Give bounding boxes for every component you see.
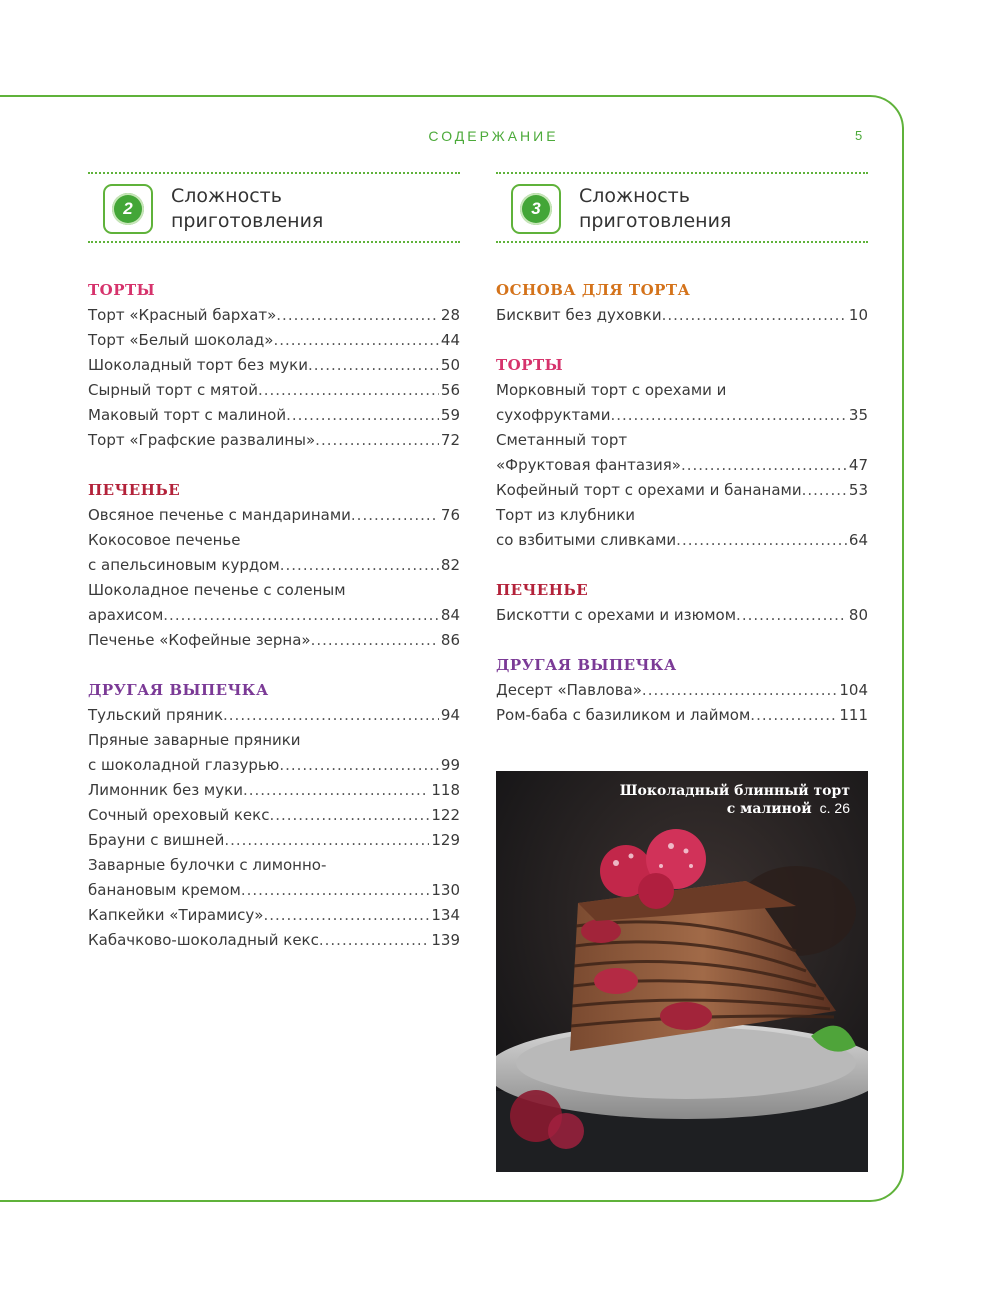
dot-leader: [319, 928, 429, 953]
dot-leader: [610, 403, 846, 428]
entry-title: Тульский пряник: [88, 706, 224, 724]
entry-title: Бисквит без духовки: [496, 306, 662, 324]
entry-title: Сырный торт с мятой: [88, 381, 258, 399]
toc-section: [88, 478, 460, 653]
toc-entry[interactable]: [88, 603, 460, 628]
section-heading: ТОРТЫ: [88, 281, 156, 299]
toc-entry[interactable]: [88, 503, 460, 528]
entry-page: 76: [440, 506, 460, 524]
divider-top: [88, 172, 460, 174]
dot-leader: [642, 678, 837, 703]
divider-bottom: [496, 241, 868, 243]
difficulty-level-icon: 2: [112, 193, 144, 225]
toc-entry[interactable]: [88, 628, 460, 653]
toc-entry[interactable]: [88, 528, 460, 553]
toc-entry[interactable]: [88, 803, 460, 828]
toc-entry[interactable]: [88, 728, 460, 753]
toc-entry[interactable]: [496, 503, 868, 528]
entry-page: 59: [440, 406, 460, 424]
entry-title: Торт из клубники: [496, 506, 635, 524]
toc-entry[interactable]: [88, 428, 460, 453]
dot-leader: [662, 303, 847, 328]
entry-page: 122: [431, 806, 460, 824]
entry-title: Шоколадный торт без муки: [88, 356, 308, 374]
dot-leader: [311, 628, 439, 653]
entry-title: Маковый торт с малиной: [88, 406, 287, 424]
entry-page: 80: [848, 606, 868, 624]
toc-entry[interactable]: [496, 528, 868, 553]
toc-entry[interactable]: [496, 453, 868, 478]
entry-page: 35: [848, 406, 868, 424]
entry-title: Торт «Белый шоколад»: [88, 331, 274, 349]
entry-page: 86: [440, 631, 460, 649]
entry-title: Бискотти с орехами и изюмом: [496, 606, 737, 624]
toc-entry[interactable]: [496, 403, 868, 428]
toc-entry[interactable]: [88, 828, 460, 853]
entry-page: 72: [440, 431, 460, 449]
entry-page: 56: [440, 381, 460, 399]
entry-title: арахисом: [88, 606, 164, 624]
toc-entry[interactable]: [88, 403, 460, 428]
toc-entry[interactable]: [496, 678, 868, 703]
entry-page: 130: [431, 881, 460, 899]
entry-title: Овсяное печенье с мандаринами: [88, 506, 351, 524]
entry-title: Кофейный торт с орехами и бананами: [496, 481, 802, 499]
toc-entry[interactable]: [496, 703, 868, 728]
entry-page: 104: [839, 681, 868, 699]
toc-section: [88, 678, 460, 953]
difficulty-level-icon: 3: [520, 193, 552, 225]
section-heading: ТОРТЫ: [496, 356, 564, 374]
toc-section: [496, 353, 868, 553]
entry-title: Брауни с вишней: [88, 831, 225, 849]
dot-leader: [736, 603, 847, 628]
dot-leader: [681, 453, 847, 478]
entry-page: 99: [440, 756, 460, 774]
entry-title: сухофруктами: [496, 406, 611, 424]
entry-title: Пряные заварные пряники: [88, 731, 301, 749]
entry-title: Капкейки «Тирамису»: [88, 906, 264, 924]
cake-photo: [496, 771, 868, 1172]
toc-entry[interactable]: [88, 778, 460, 803]
dot-leader: [276, 303, 439, 328]
entry-title: Шоколадное печенье с соленым: [88, 581, 346, 599]
entry-title: Кокосовое печенье: [88, 531, 241, 549]
entry-page: 44: [440, 331, 460, 349]
entry-title: Морковный торт с орехами и: [496, 381, 727, 399]
entry-title: Кабачково-шоколадный кекс: [88, 931, 319, 949]
entry-title: Десерт «Павлова»: [496, 681, 642, 699]
difficulty-badge: [103, 184, 153, 234]
difficulty-title: Сложность приготовления: [579, 185, 732, 232]
dot-leader: [308, 353, 439, 378]
entry-page: 94: [440, 706, 460, 724]
page-number: 5: [855, 128, 863, 143]
toc-entry[interactable]: [88, 578, 460, 603]
dot-leader: [280, 553, 439, 578]
dot-leader: [279, 753, 439, 778]
entry-title: банановым кремом: [88, 881, 241, 899]
entry-title: с шоколадной глазурью: [88, 756, 280, 774]
entry-title: «Фруктовая фантазия»: [496, 456, 681, 474]
toc-entry[interactable]: [496, 478, 868, 503]
toc-entry[interactable]: [88, 328, 460, 353]
entry-title: Торт «Красный бархат»: [88, 306, 277, 324]
entry-page: 82: [440, 556, 460, 574]
toc-entry[interactable]: [496, 303, 868, 328]
toc-entry[interactable]: [88, 903, 460, 928]
entry-page: 111: [839, 706, 868, 724]
entry-page: 28: [440, 306, 460, 324]
section-heading: ПЕЧЕНЬЕ: [496, 581, 589, 599]
entry-title: Печенье «Кофейные зерна»: [88, 631, 311, 649]
toc-entry[interactable]: [88, 303, 460, 328]
entry-page: 139: [431, 931, 460, 949]
entry-page: 64: [848, 531, 868, 549]
photo-caption: Шоколадный блинный торт с малиной с. 26: [619, 783, 850, 817]
toc-entry[interactable]: [496, 603, 868, 628]
dot-leader: [676, 528, 847, 553]
toc-section: [88, 278, 460, 453]
entry-title: Заварные булочки с лимонно-: [88, 856, 327, 874]
dot-leader: [163, 603, 439, 628]
section-heading: ОСНОВА ДЛЯ ТОРТА: [496, 281, 691, 299]
page-header: СОДЕРЖАНИЕ: [428, 128, 559, 144]
entry-title: со взбитыми сливками: [496, 531, 677, 549]
section-heading: ДРУГАЯ ВЫПЕЧКА: [496, 656, 677, 674]
caption-page: с. 26: [819, 800, 850, 816]
difficulty-title: Сложность приготовления: [171, 185, 324, 232]
toc-entry[interactable]: [88, 553, 460, 578]
dot-leader: [241, 878, 430, 903]
entry-page: 134: [431, 906, 460, 924]
section-heading: ПЕЧЕНЬЕ: [88, 481, 181, 499]
entry-page: 50: [440, 356, 460, 374]
entry-title: Лимонник без муки: [88, 781, 243, 799]
cake-illustration: [496, 771, 868, 1172]
entry-title: Торт «Графские развалины»: [88, 431, 316, 449]
toc-entry[interactable]: [88, 878, 460, 903]
dot-leader: [224, 828, 429, 853]
toc-section: [496, 578, 868, 628]
entry-page: 118: [431, 781, 460, 799]
entry-title: Сочный ореховый кекс: [88, 806, 270, 824]
dot-leader: [315, 428, 439, 453]
entry-title: Ром-баба с базиликом и лаймом: [496, 706, 751, 724]
toc-entry[interactable]: [88, 703, 460, 728]
dot-leader: [750, 703, 837, 728]
section-heading: ДРУГАЯ ВЫПЕЧКА: [88, 681, 269, 699]
entry-page: 84: [440, 606, 460, 624]
dot-leader: [263, 903, 429, 928]
entry-title: с апельсиновым курдом: [88, 556, 280, 574]
dot-leader: [223, 703, 439, 728]
toc-entry[interactable]: [88, 378, 460, 403]
entry-page: 47: [848, 456, 868, 474]
dot-leader: [351, 503, 439, 528]
dot-leader: [258, 378, 439, 403]
entry-page: 129: [431, 831, 460, 849]
dot-leader: [243, 778, 429, 803]
difficulty-badge: [511, 184, 561, 234]
divider-bottom: [88, 241, 460, 243]
toc-section: [496, 653, 868, 728]
toc-entry[interactable]: [496, 378, 868, 403]
entry-page: 10: [848, 306, 868, 324]
toc-entry[interactable]: [88, 928, 460, 953]
dot-leader: [269, 803, 429, 828]
dot-leader: [286, 403, 439, 428]
toc-entry[interactable]: [88, 353, 460, 378]
toc-entry[interactable]: [496, 428, 868, 453]
dot-leader: [273, 328, 438, 353]
entry-page: 53: [848, 481, 868, 499]
divider-top: [496, 172, 868, 174]
toc-entry[interactable]: [88, 753, 460, 778]
dot-leader: [802, 478, 847, 503]
toc-section: [496, 278, 868, 328]
toc-entry[interactable]: [88, 853, 460, 878]
entry-title: Сметанный торт: [496, 431, 628, 449]
